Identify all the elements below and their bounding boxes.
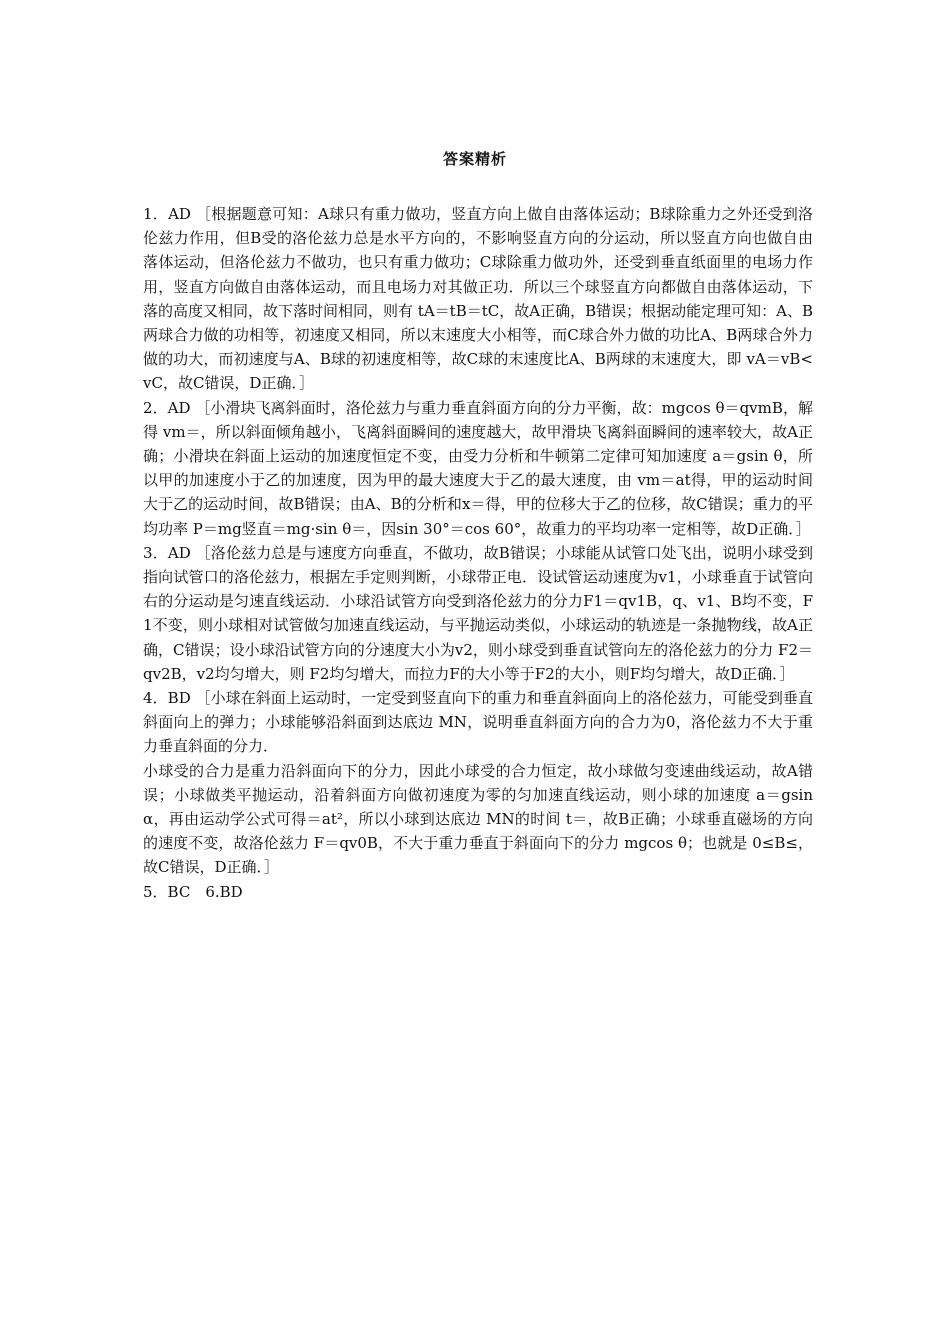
answer-4-continued: 小球受的合力是重力沿斜面向下的分力，因此小球受的合力恒定，故小球做匀变速曲线运动，故A错误；小球做类平抛运动，沿着斜面方向做初速度为零的匀加速直线运动，则小球的加速度 a＝gsin α，再由运动学公式可得＝at²，所以小球到达底边 MN的时间 t＝，故B正确；小球垂直磁场的方向的速度不变，故洛伦兹力 F＝qv0B，不大于重力垂直于斜面向下的分力 mgcos θ；也就是 0≤B≤，故C错误，D正确．］ bbox=[143, 761, 813, 877]
answer-4: 4．BD ［小球在斜面上运动时，一定受到竖直向下的重力和垂直斜面向上的洛伦兹力，可能受到垂直斜面向上的弹力；小球能够沿斜面到达底边 MN，说明垂直斜面方向的合力为0，洛伦兹力不大于重力垂直斜面的分力． bbox=[143, 689, 813, 756]
page-title: 答案精析 bbox=[442, 150, 507, 168]
answer-2: 2．AD ［小滑块飞离斜面时，洛伦兹力与重力垂直斜面方向的分力平衡，故：mgcos θ＝qvmB，解得 vm＝，所以斜面倾角越小，飞离斜面瞬间的速度越大，故甲滑块飞离斜面瞬间的速率较大，故A正确；小滑块在斜面上运动的加速度恒定不变，由受力分析和牛顿第二定律可知加速度 a＝gsin θ，所以甲的加速度小于乙的加速度，因为甲的最大速度大于乙的最大速度，由 vm＝at得，甲的运动时间大于乙的运动时间，故B错误；由A、B的分析和x＝得，甲的位移大于乙的位移，故C错误；重力的平均功率 P＝mg竖直＝mg·sin θ＝，因sin 30°＝cos 60°，故重力的平均功率一定相等，故D正确．］ bbox=[143, 398, 813, 538]
answer-3: 3．AD ［洛伦兹力总是与速度方向垂直，不做功，故B错误；小球能从试管口处飞出，说明小球受到指向试管口的洛伦兹力，根据左手定则判断，小球带正电．设试管运动速度为v1，小球垂直于试管向右的分运动是匀速直线运动．小球沿试管方向受到洛伦兹力的分力F1＝qv1B，q、v1、B均不变，F1不变，则小球相对试管做匀加速直线运动，与平抛运动类似，小球运动的轨迹是一条抛物线，故A正确，C错误；设小球沿试管方向的分速度大小为v2，则小球受到垂直试管向左的洛伦兹力的分力 F2＝qv2B，v2均匀增大，则 F2均匀增大，而拉力F的大小等于F2的大小，则F均匀增大，故D正确．］ bbox=[143, 543, 813, 683]
answer-body bbox=[143, 202, 813, 904]
answer-5-6: 5．BC 6.BD bbox=[143, 882, 243, 901]
answer-1: 1．AD ［根据题意可知：A球只有重力做功，竖直方向上做自由落体运动；B球除重力之外还受到洛伦兹力作用，但B受的洛伦兹力总是水平方向的，不影响竖直方向的分运动，所以竖直方向也做自由落体运动，但洛伦兹力不做功，也只有重力做功；C球除重力做功外，还受到垂直纸面里的电场力作用，竖直方向做自由落体运动，而且电场力对其做正功．所以三个球竖直方向都做自由落体运动，下落的高度又相同，故下落时间相同，则有 tA＝tB＝tC，故A正确，B错误；根据动能定理可知：A、B两球合力做的功相等，初速度又相同，所以末速度大小相等，而C球合外力做的功比A、B两球合外力做的功大，而初速度与A、B球的初速度相等，故C球的末速度比A、B两球的末速度大，即 vA＝vB<vC，故C错误，D正确．］ bbox=[143, 205, 813, 393]
